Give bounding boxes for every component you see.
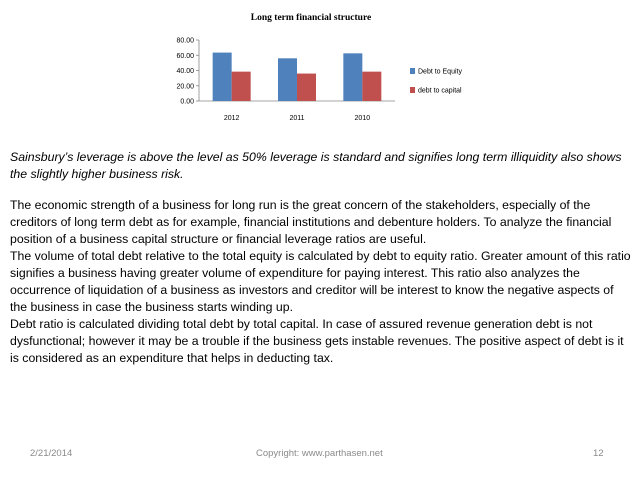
- legend-label: Debt to Equity: [418, 68, 462, 76]
- paragraph-1: The economic strength of a business for long run is the great concern of the stakeholders, especially of the creditors of long term debt as for example, financial institutions and debenture holders. To analyze the financial position of a business capital structure or financial leverage ratios are useful.: [10, 198, 612, 246]
- legend-label: debt to capital: [418, 87, 462, 95]
- footer-page-number: 12: [593, 448, 604, 459]
- bar-debt-to-equity-2010: [343, 53, 362, 101]
- y-tick-label: 80.00: [176, 37, 194, 45]
- bars: [213, 53, 382, 101]
- footer-copyright: Copyright: www.parthasen.net: [256, 448, 383, 459]
- chart-title: Long term financial structure: [250, 13, 372, 23]
- intro-text: Sainsbury’s leverage is above the level as 50% leverage is standard and signifies long term illiquidity also shows the slightly higher business risk.: [10, 150, 622, 181]
- bar-debt-to-equity-2011: [278, 58, 297, 101]
- legend-swatch: [410, 68, 415, 74]
- intro-paragraph: [10, 149, 632, 183]
- y-tick-label: 20.00: [176, 83, 194, 91]
- bar-debt-to-capital-2012: [232, 72, 251, 101]
- x-axis-labels: [224, 115, 370, 122]
- body-paragraphs: [10, 197, 632, 367]
- x-tick-label: 2010: [354, 115, 371, 122]
- legend-swatch: [410, 87, 415, 93]
- chart: [150, 6, 490, 128]
- y-axis-ticks: [176, 38, 199, 106]
- footer-date: 2/21/2014: [30, 448, 73, 459]
- y-tick-label: 0.00: [180, 98, 194, 106]
- legend: [410, 68, 462, 95]
- bar-debt-to-capital-2010: [362, 72, 381, 101]
- y-tick-label: 40.00: [176, 68, 194, 75]
- x-tick-label: 2011: [289, 115, 305, 122]
- paragraph-3: Debt ratio is calculated dividing total debt by total capital. In case of assured revenue generation debt is not dysfunctional; however it may be a trouble if the business gets instable revenues. The positive aspect of debt is it is considered as an expenditure that helps in deducting tax.: [10, 317, 624, 365]
- y-tick-label: 60.00: [176, 52, 194, 60]
- bar-debt-to-capital-2011: [297, 74, 316, 101]
- bar-chart: [150, 6, 490, 128]
- paragraph-2: The volume of total debt relative to the total equity is calculated by debt to equity ratio. Greater amount of this ratio signifies a business having greater volume of expenditure for paying interest. This ratio also analyzes the occurrence of liquidation of a business as investors and creditor will be interest to know the negative aspects of the business in case the business starts winding up.: [10, 249, 631, 314]
- x-tick-label: 2012: [223, 115, 240, 122]
- bar-debt-to-equity-2012: [213, 53, 232, 101]
